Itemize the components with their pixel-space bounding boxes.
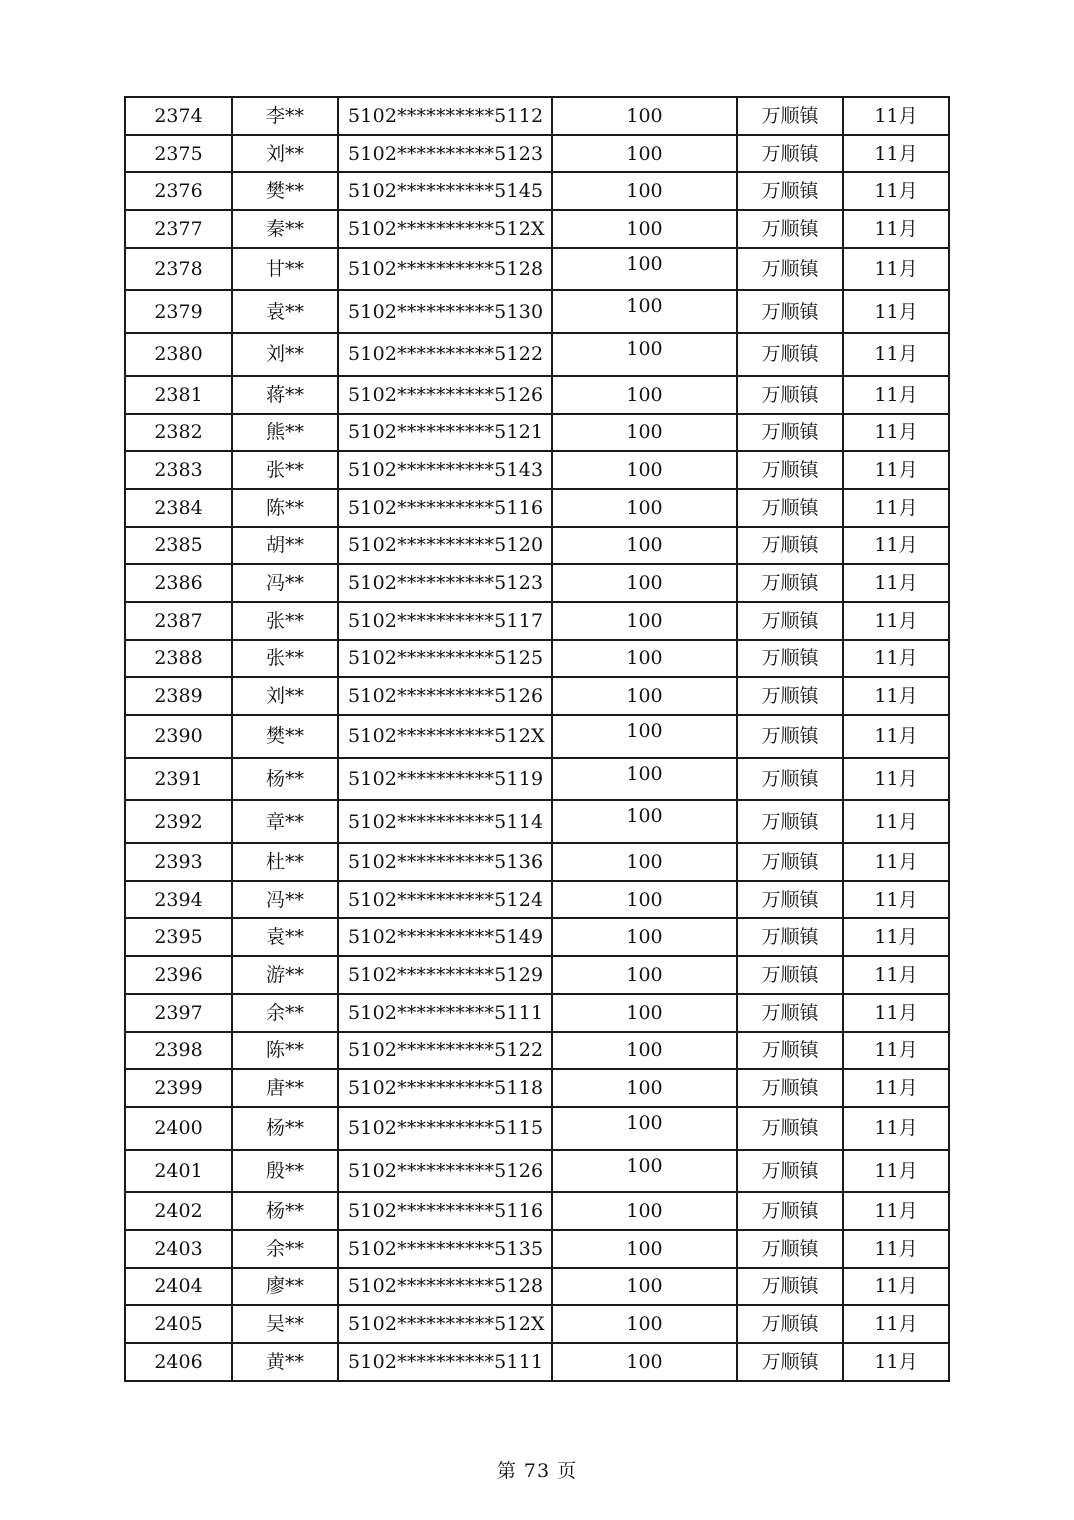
id-number-cell: 5102**********5111 <box>338 994 552 1032</box>
amount-cell: 100 <box>552 1192 737 1230</box>
amount-cell: 100 <box>552 489 737 527</box>
row-number-cell: 2397 <box>125 994 232 1032</box>
id-number-cell: 5102**********5135 <box>338 1230 552 1268</box>
id-number-cell: 5102**********5122 <box>338 1032 552 1070</box>
town-cell: 万顺镇 <box>737 1107 843 1150</box>
amount-cell: 100 <box>552 1305 737 1343</box>
amount-cell: 100 <box>552 451 737 489</box>
town-cell: 万顺镇 <box>737 640 843 678</box>
month-cell: 11月 <box>843 414 949 452</box>
town-cell: 万顺镇 <box>737 758 843 801</box>
town-cell: 万顺镇 <box>737 602 843 640</box>
month-cell: 11月 <box>843 210 949 248</box>
town-cell: 万顺镇 <box>737 1192 843 1230</box>
table-row <box>125 210 949 248</box>
town-cell: 万顺镇 <box>737 248 843 291</box>
town-cell: 万顺镇 <box>737 1343 843 1381</box>
town-cell: 万顺镇 <box>737 210 843 248</box>
name-cell: 陈** <box>232 1032 338 1070</box>
amount-cell: 100 <box>552 800 737 843</box>
name-cell: 黄** <box>232 1343 338 1381</box>
id-number-cell: 5102**********5123 <box>338 564 552 602</box>
name-cell: 余** <box>232 994 338 1032</box>
town-cell: 万顺镇 <box>737 564 843 602</box>
town-cell: 万顺镇 <box>737 333 843 376</box>
id-number-cell: 5102**********5136 <box>338 843 552 881</box>
amount-cell: 100 <box>552 881 737 919</box>
town-cell: 万顺镇 <box>737 290 843 333</box>
table-row <box>125 290 949 333</box>
row-number-cell: 2384 <box>125 489 232 527</box>
row-number-cell: 2389 <box>125 677 232 715</box>
town-cell: 万顺镇 <box>737 715 843 758</box>
month-cell: 11月 <box>843 172 949 210</box>
month-cell: 11月 <box>843 602 949 640</box>
amount-cell: 100 <box>552 414 737 452</box>
id-number-cell: 5102**********5115 <box>338 1107 552 1150</box>
town-cell: 万顺镇 <box>737 881 843 919</box>
row-number-cell: 2388 <box>125 640 232 678</box>
row-number-cell: 2405 <box>125 1305 232 1343</box>
row-number-cell: 2399 <box>125 1069 232 1107</box>
name-cell: 樊** <box>232 715 338 758</box>
table-row <box>125 248 949 291</box>
month-cell: 11月 <box>843 97 949 135</box>
name-cell: 唐** <box>232 1069 338 1107</box>
town-cell: 万顺镇 <box>737 918 843 956</box>
row-number-cell: 2406 <box>125 1343 232 1381</box>
month-cell: 11月 <box>843 1107 949 1150</box>
table-row <box>125 677 949 715</box>
town-cell: 万顺镇 <box>737 414 843 452</box>
row-number-cell: 2383 <box>125 451 232 489</box>
town-cell: 万顺镇 <box>737 1150 843 1193</box>
month-cell: 11月 <box>843 290 949 333</box>
month-cell: 11月 <box>843 135 949 173</box>
row-number-cell: 2375 <box>125 135 232 173</box>
id-number-cell: 5102**********5145 <box>338 172 552 210</box>
row-number-cell: 2392 <box>125 800 232 843</box>
table-row <box>125 1069 949 1107</box>
table-row <box>125 994 949 1032</box>
month-cell: 11月 <box>843 1305 949 1343</box>
amount-cell: 100 <box>552 172 737 210</box>
table-row <box>125 1192 949 1230</box>
table-row <box>125 135 949 173</box>
name-cell: 吴** <box>232 1305 338 1343</box>
name-cell: 樊** <box>232 172 338 210</box>
table-row <box>125 715 949 758</box>
row-number-cell: 2404 <box>125 1268 232 1306</box>
amount-cell: 100 <box>552 376 737 414</box>
id-number-cell: 5102**********5126 <box>338 376 552 414</box>
name-cell: 胡** <box>232 527 338 565</box>
amount-cell: 100 <box>552 640 737 678</box>
id-number-cell: 5102**********5126 <box>338 677 552 715</box>
table-row <box>125 333 949 376</box>
table-row <box>125 602 949 640</box>
id-number-cell: 5102**********5112 <box>338 97 552 135</box>
subsidy-roster-table <box>124 96 950 1382</box>
amount-cell: 100 <box>552 843 737 881</box>
id-number-cell: 5102**********5130 <box>338 290 552 333</box>
amount-cell: 100 <box>552 1150 737 1193</box>
name-cell: 刘** <box>232 677 338 715</box>
row-number-cell: 2376 <box>125 172 232 210</box>
amount-cell: 100 <box>552 97 737 135</box>
row-number-cell: 2391 <box>125 758 232 801</box>
id-number-cell: 5102**********5121 <box>338 414 552 452</box>
name-cell: 余** <box>232 1230 338 1268</box>
amount-cell: 100 <box>552 602 737 640</box>
table-row <box>125 843 949 881</box>
amount-cell: 100 <box>552 210 737 248</box>
id-number-cell: 5102**********5114 <box>338 800 552 843</box>
table-row <box>125 758 949 801</box>
town-cell: 万顺镇 <box>737 451 843 489</box>
town-cell: 万顺镇 <box>737 97 843 135</box>
table-row <box>125 800 949 843</box>
id-number-cell: 5102**********5119 <box>338 758 552 801</box>
row-number-cell: 2398 <box>125 1032 232 1070</box>
row-number-cell: 2396 <box>125 956 232 994</box>
amount-cell: 100 <box>552 1069 737 1107</box>
id-number-cell: 5102**********5118 <box>338 1069 552 1107</box>
town-cell: 万顺镇 <box>737 1230 843 1268</box>
amount-cell: 100 <box>552 1268 737 1306</box>
month-cell: 11月 <box>843 1192 949 1230</box>
month-cell: 11月 <box>843 715 949 758</box>
town-cell: 万顺镇 <box>737 1305 843 1343</box>
name-cell: 刘** <box>232 135 338 173</box>
table-row <box>125 1268 949 1306</box>
town-cell: 万顺镇 <box>737 489 843 527</box>
row-number-cell: 2390 <box>125 715 232 758</box>
id-number-cell: 5102**********5149 <box>338 918 552 956</box>
town-cell: 万顺镇 <box>737 677 843 715</box>
amount-cell: 100 <box>552 677 737 715</box>
amount-cell: 100 <box>552 918 737 956</box>
name-cell: 廖** <box>232 1268 338 1306</box>
id-number-cell: 5102**********5111 <box>338 1343 552 1381</box>
name-cell: 熊** <box>232 414 338 452</box>
row-number-cell: 2395 <box>125 918 232 956</box>
amount-cell: 100 <box>552 290 737 333</box>
id-number-cell: 5102**********512X <box>338 210 552 248</box>
row-number-cell: 2394 <box>125 881 232 919</box>
amount-cell: 100 <box>552 1343 737 1381</box>
month-cell: 11月 <box>843 564 949 602</box>
name-cell: 游** <box>232 956 338 994</box>
town-cell: 万顺镇 <box>737 527 843 565</box>
table-row <box>125 1343 949 1381</box>
amount-cell: 100 <box>552 994 737 1032</box>
amount-cell: 100 <box>552 248 737 291</box>
name-cell: 陈** <box>232 489 338 527</box>
month-cell: 11月 <box>843 489 949 527</box>
id-number-cell: 5102**********512X <box>338 715 552 758</box>
row-number-cell: 2387 <box>125 602 232 640</box>
month-cell: 11月 <box>843 248 949 291</box>
amount-cell: 100 <box>552 1107 737 1150</box>
month-cell: 11月 <box>843 527 949 565</box>
amount-cell: 100 <box>552 333 737 376</box>
table-row <box>125 881 949 919</box>
name-cell: 杜** <box>232 843 338 881</box>
town-cell: 万顺镇 <box>737 376 843 414</box>
month-cell: 11月 <box>843 640 949 678</box>
name-cell: 甘** <box>232 248 338 291</box>
name-cell: 殷** <box>232 1150 338 1193</box>
name-cell: 冯** <box>232 564 338 602</box>
month-cell: 11月 <box>843 843 949 881</box>
id-number-cell: 5102**********5116 <box>338 1192 552 1230</box>
table-body <box>125 97 949 1381</box>
page-number: 第 73 页 <box>496 1460 578 1482</box>
name-cell: 袁** <box>232 290 338 333</box>
table-row <box>125 1305 949 1343</box>
id-number-cell: 5102**********5128 <box>338 1268 552 1306</box>
table-row <box>125 376 949 414</box>
town-cell: 万顺镇 <box>737 172 843 210</box>
name-cell: 杨** <box>232 758 338 801</box>
table-row <box>125 956 949 994</box>
table-row <box>125 489 949 527</box>
table-row <box>125 640 949 678</box>
id-number-cell: 5102**********5125 <box>338 640 552 678</box>
name-cell: 张** <box>232 640 338 678</box>
table-row <box>125 918 949 956</box>
month-cell: 11月 <box>843 1343 949 1381</box>
id-number-cell: 5102**********5122 <box>338 333 552 376</box>
amount-cell: 100 <box>552 564 737 602</box>
id-number-cell: 5102**********5117 <box>338 602 552 640</box>
row-number-cell: 2386 <box>125 564 232 602</box>
name-cell: 蒋** <box>232 376 338 414</box>
name-cell: 秦** <box>232 210 338 248</box>
town-cell: 万顺镇 <box>737 1268 843 1306</box>
name-cell: 刘** <box>232 333 338 376</box>
town-cell: 万顺镇 <box>737 994 843 1032</box>
month-cell: 11月 <box>843 677 949 715</box>
month-cell: 11月 <box>843 881 949 919</box>
month-cell: 11月 <box>843 1268 949 1306</box>
month-cell: 11月 <box>843 994 949 1032</box>
amount-cell: 100 <box>552 1230 737 1268</box>
month-cell: 11月 <box>843 1069 949 1107</box>
row-number-cell: 2381 <box>125 376 232 414</box>
id-number-cell: 5102**********5126 <box>338 1150 552 1193</box>
table-row <box>125 1107 949 1150</box>
table-row <box>125 414 949 452</box>
amount-cell: 100 <box>552 1032 737 1070</box>
table-row <box>125 1150 949 1193</box>
town-cell: 万顺镇 <box>737 1069 843 1107</box>
month-cell: 11月 <box>843 1032 949 1070</box>
name-cell: 袁** <box>232 918 338 956</box>
id-number-cell: 5102**********512X <box>338 1305 552 1343</box>
row-number-cell: 2374 <box>125 97 232 135</box>
month-cell: 11月 <box>843 1150 949 1193</box>
id-number-cell: 5102**********5116 <box>338 489 552 527</box>
month-cell: 11月 <box>843 376 949 414</box>
amount-cell: 100 <box>552 527 737 565</box>
table-row <box>125 527 949 565</box>
amount-cell: 100 <box>552 956 737 994</box>
name-cell: 张** <box>232 451 338 489</box>
month-cell: 11月 <box>843 758 949 801</box>
town-cell: 万顺镇 <box>737 800 843 843</box>
id-number-cell: 5102**********5123 <box>338 135 552 173</box>
town-cell: 万顺镇 <box>737 843 843 881</box>
month-cell: 11月 <box>843 800 949 843</box>
month-cell: 11月 <box>843 451 949 489</box>
row-number-cell: 2400 <box>125 1107 232 1150</box>
id-number-cell: 5102**********5124 <box>338 881 552 919</box>
month-cell: 11月 <box>843 333 949 376</box>
table-row <box>125 1230 949 1268</box>
town-cell: 万顺镇 <box>737 1032 843 1070</box>
row-number-cell: 2385 <box>125 527 232 565</box>
month-cell: 11月 <box>843 956 949 994</box>
name-cell: 杨** <box>232 1192 338 1230</box>
name-cell: 冯** <box>232 881 338 919</box>
table-row <box>125 172 949 210</box>
amount-cell: 100 <box>552 715 737 758</box>
town-cell: 万顺镇 <box>737 956 843 994</box>
id-number-cell: 5102**********5120 <box>338 527 552 565</box>
table-row <box>125 564 949 602</box>
town-cell: 万顺镇 <box>737 135 843 173</box>
table-row <box>125 97 949 135</box>
row-number-cell: 2379 <box>125 290 232 333</box>
name-cell: 杨** <box>232 1107 338 1150</box>
row-number-cell: 2380 <box>125 333 232 376</box>
row-number-cell: 2393 <box>125 843 232 881</box>
row-number-cell: 2378 <box>125 248 232 291</box>
id-number-cell: 5102**********5129 <box>338 956 552 994</box>
id-number-cell: 5102**********5143 <box>338 451 552 489</box>
name-cell: 张** <box>232 602 338 640</box>
month-cell: 11月 <box>843 918 949 956</box>
row-number-cell: 2401 <box>125 1150 232 1193</box>
id-number-cell: 5102**********5128 <box>338 248 552 291</box>
name-cell: 章** <box>232 800 338 843</box>
table-row <box>125 1032 949 1070</box>
row-number-cell: 2403 <box>125 1230 232 1268</box>
table-row <box>125 451 949 489</box>
row-number-cell: 2402 <box>125 1192 232 1230</box>
name-cell: 李** <box>232 97 338 135</box>
amount-cell: 100 <box>552 758 737 801</box>
row-number-cell: 2382 <box>125 414 232 452</box>
month-cell: 11月 <box>843 1230 949 1268</box>
amount-cell: 100 <box>552 135 737 173</box>
row-number-cell: 2377 <box>125 210 232 248</box>
